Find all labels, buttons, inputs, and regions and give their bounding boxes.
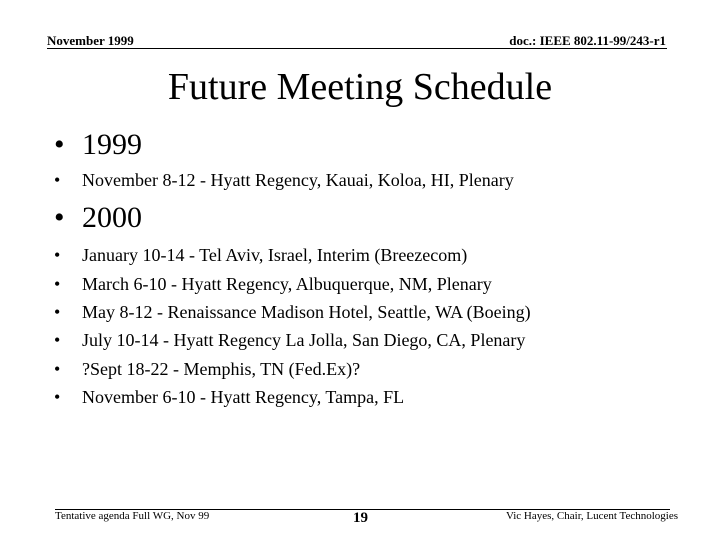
header-date: November 1999 (47, 33, 134, 48)
bullet-icon: • (54, 359, 61, 379)
section-heading-1999 (54, 128, 142, 162)
meeting-entry: July 10-14 - Hyatt Regency La Jolla, San Diego, CA, Plenary (82, 330, 526, 350)
meeting-entry: November 6-10 - Hyatt Regency, Tampa, FL (82, 387, 405, 407)
section-year: 2000 (82, 201, 142, 234)
bullet-icon: • (54, 330, 61, 350)
bullet-icon: • (54, 274, 61, 294)
header-divider (47, 48, 667, 49)
bullet-icon: • (54, 302, 61, 322)
bullet-icon: • (54, 128, 65, 161)
list-item (54, 274, 492, 295)
bullet-icon: • (54, 387, 61, 407)
slide-title: Future Meeting Schedule (167, 66, 553, 108)
page-number: 19 (353, 510, 368, 526)
section-heading-2000 (54, 201, 142, 235)
list-item (54, 245, 467, 266)
meeting-entry: May 8-12 - Renaissance Madison Hotel, Seattle, WA (Boeing) (82, 302, 531, 322)
list-item (54, 387, 404, 408)
list-item (54, 330, 525, 351)
meeting-entry: November 8-12 - Hyatt Regency, Kauai, Koloa, HI, Plenary (82, 170, 514, 190)
meeting-entry: January 10-14 - Tel Aviv, Israel, Interim (Breezecom) (82, 245, 468, 265)
bullet-icon: • (54, 245, 61, 265)
bullet-icon: • (54, 201, 65, 234)
footer-agenda-label: Tentative agenda Full WG, Nov 99 (55, 510, 210, 522)
section-year: 1999 (82, 128, 142, 161)
header-doc-id: doc.: IEEE 802.11-99/243-r1 (509, 33, 666, 48)
meeting-entry: ?Sept 18-22 - Memphis, TN (Fed.Ex)? (82, 359, 361, 379)
list-item (54, 302, 531, 323)
meeting-entry: March 6-10 - Hyatt Regency, Albuquerque, NM, Plenary (82, 274, 492, 294)
bullet-icon: • (54, 170, 61, 190)
footer-author: Vic Hayes, Chair, Lucent Technologies (505, 510, 678, 522)
list-item (54, 170, 514, 191)
list-item (54, 359, 360, 380)
